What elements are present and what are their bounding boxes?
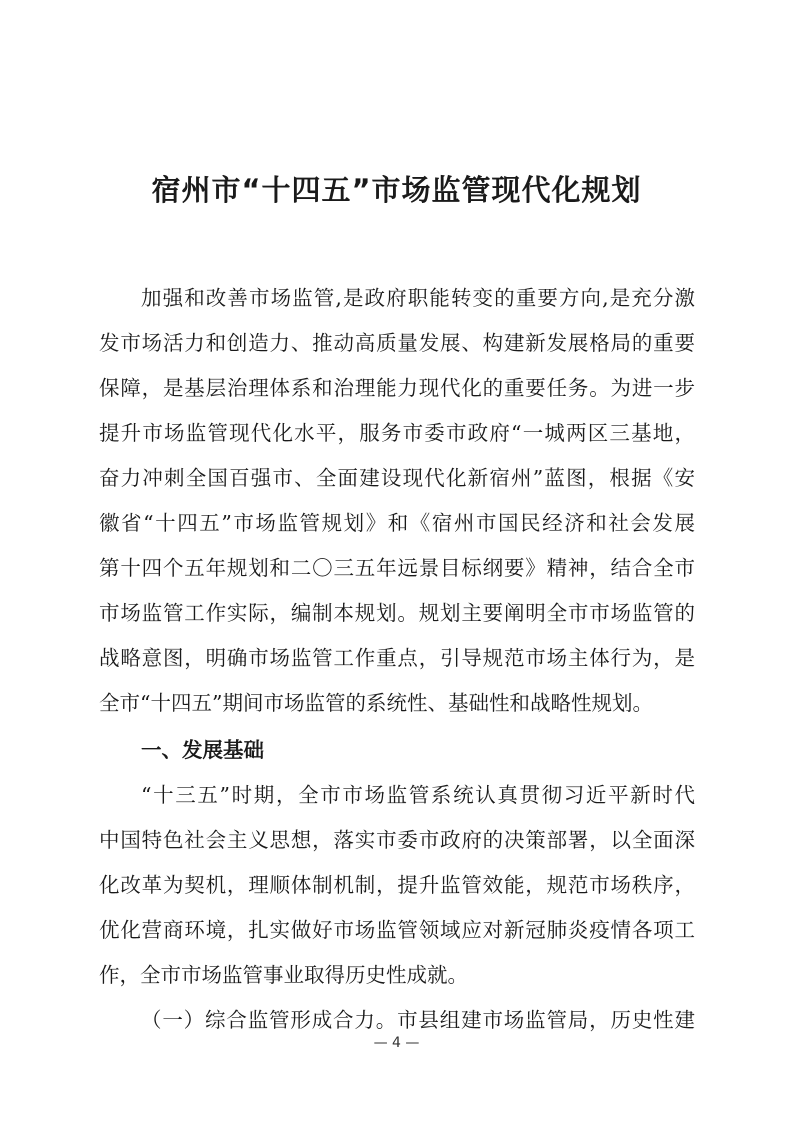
section-line: 中国特色社会主义思想，落实市委市政府的决策部署，以全面深 (99, 828, 695, 852)
intro-line: 发市场活力和创造力、推动高质量发展、构建新发展格局的重要 (99, 331, 695, 355)
section-line: 化改革为契机，理顺体制机制，提升监管效能，规范市场秩序， (99, 873, 695, 897)
section-heading: 一、发展基础 (141, 738, 264, 762)
intro-line: 徽省“十四五”市场监管规划》和《宿州市国民经济和社会发展 (99, 511, 695, 535)
intro-line: 全市“十四五”期间市场监管的系统性、基础性和战略性规划。 (99, 691, 653, 715)
subsection-line: （一）综合监管形成合力。市县组建市场监管局，历史性建 (141, 1008, 695, 1032)
intro-line: 奋力冲刺全国百强市、全面建设现代化新宿州”蓝图，根据《安 (99, 466, 695, 490)
intro-line: 提升市场监管现代化水平，服务市委市政府“一城两区三基地， (99, 421, 695, 445)
section-line: 作，全市市场监管事业取得历史性成就。 (99, 963, 468, 987)
section-line: “十三五”时期，全市市场监管系统认真贯彻习近平新时代 (141, 783, 695, 807)
intro-line: 市场监管工作实际，编制本规划。规划主要阐明全市市场监管的 (99, 601, 695, 625)
page-number: — 4 — (373, 1035, 420, 1051)
intro-line: 第十四个五年规划和二〇三五年远景目标纲要》精神，结合全市 (99, 556, 695, 580)
intro-line: 加强和改善市场监管,是政府职能转变的重要方向,是充分激 (141, 286, 695, 310)
intro-line: 战略意图，明确市场监管工作重点，引导规范市场主体行为，是 (99, 646, 695, 670)
intro-line: 保障，是基层治理体系和治理能力现代化的重要任务。为进一步 (99, 376, 695, 400)
section-line: 优化营商环境，扎实做好市场监管领域应对新冠肺炎疫情各项工 (99, 918, 695, 942)
page-title: 宿州市“十四五”市场监管现代化规划 (151, 173, 642, 207)
